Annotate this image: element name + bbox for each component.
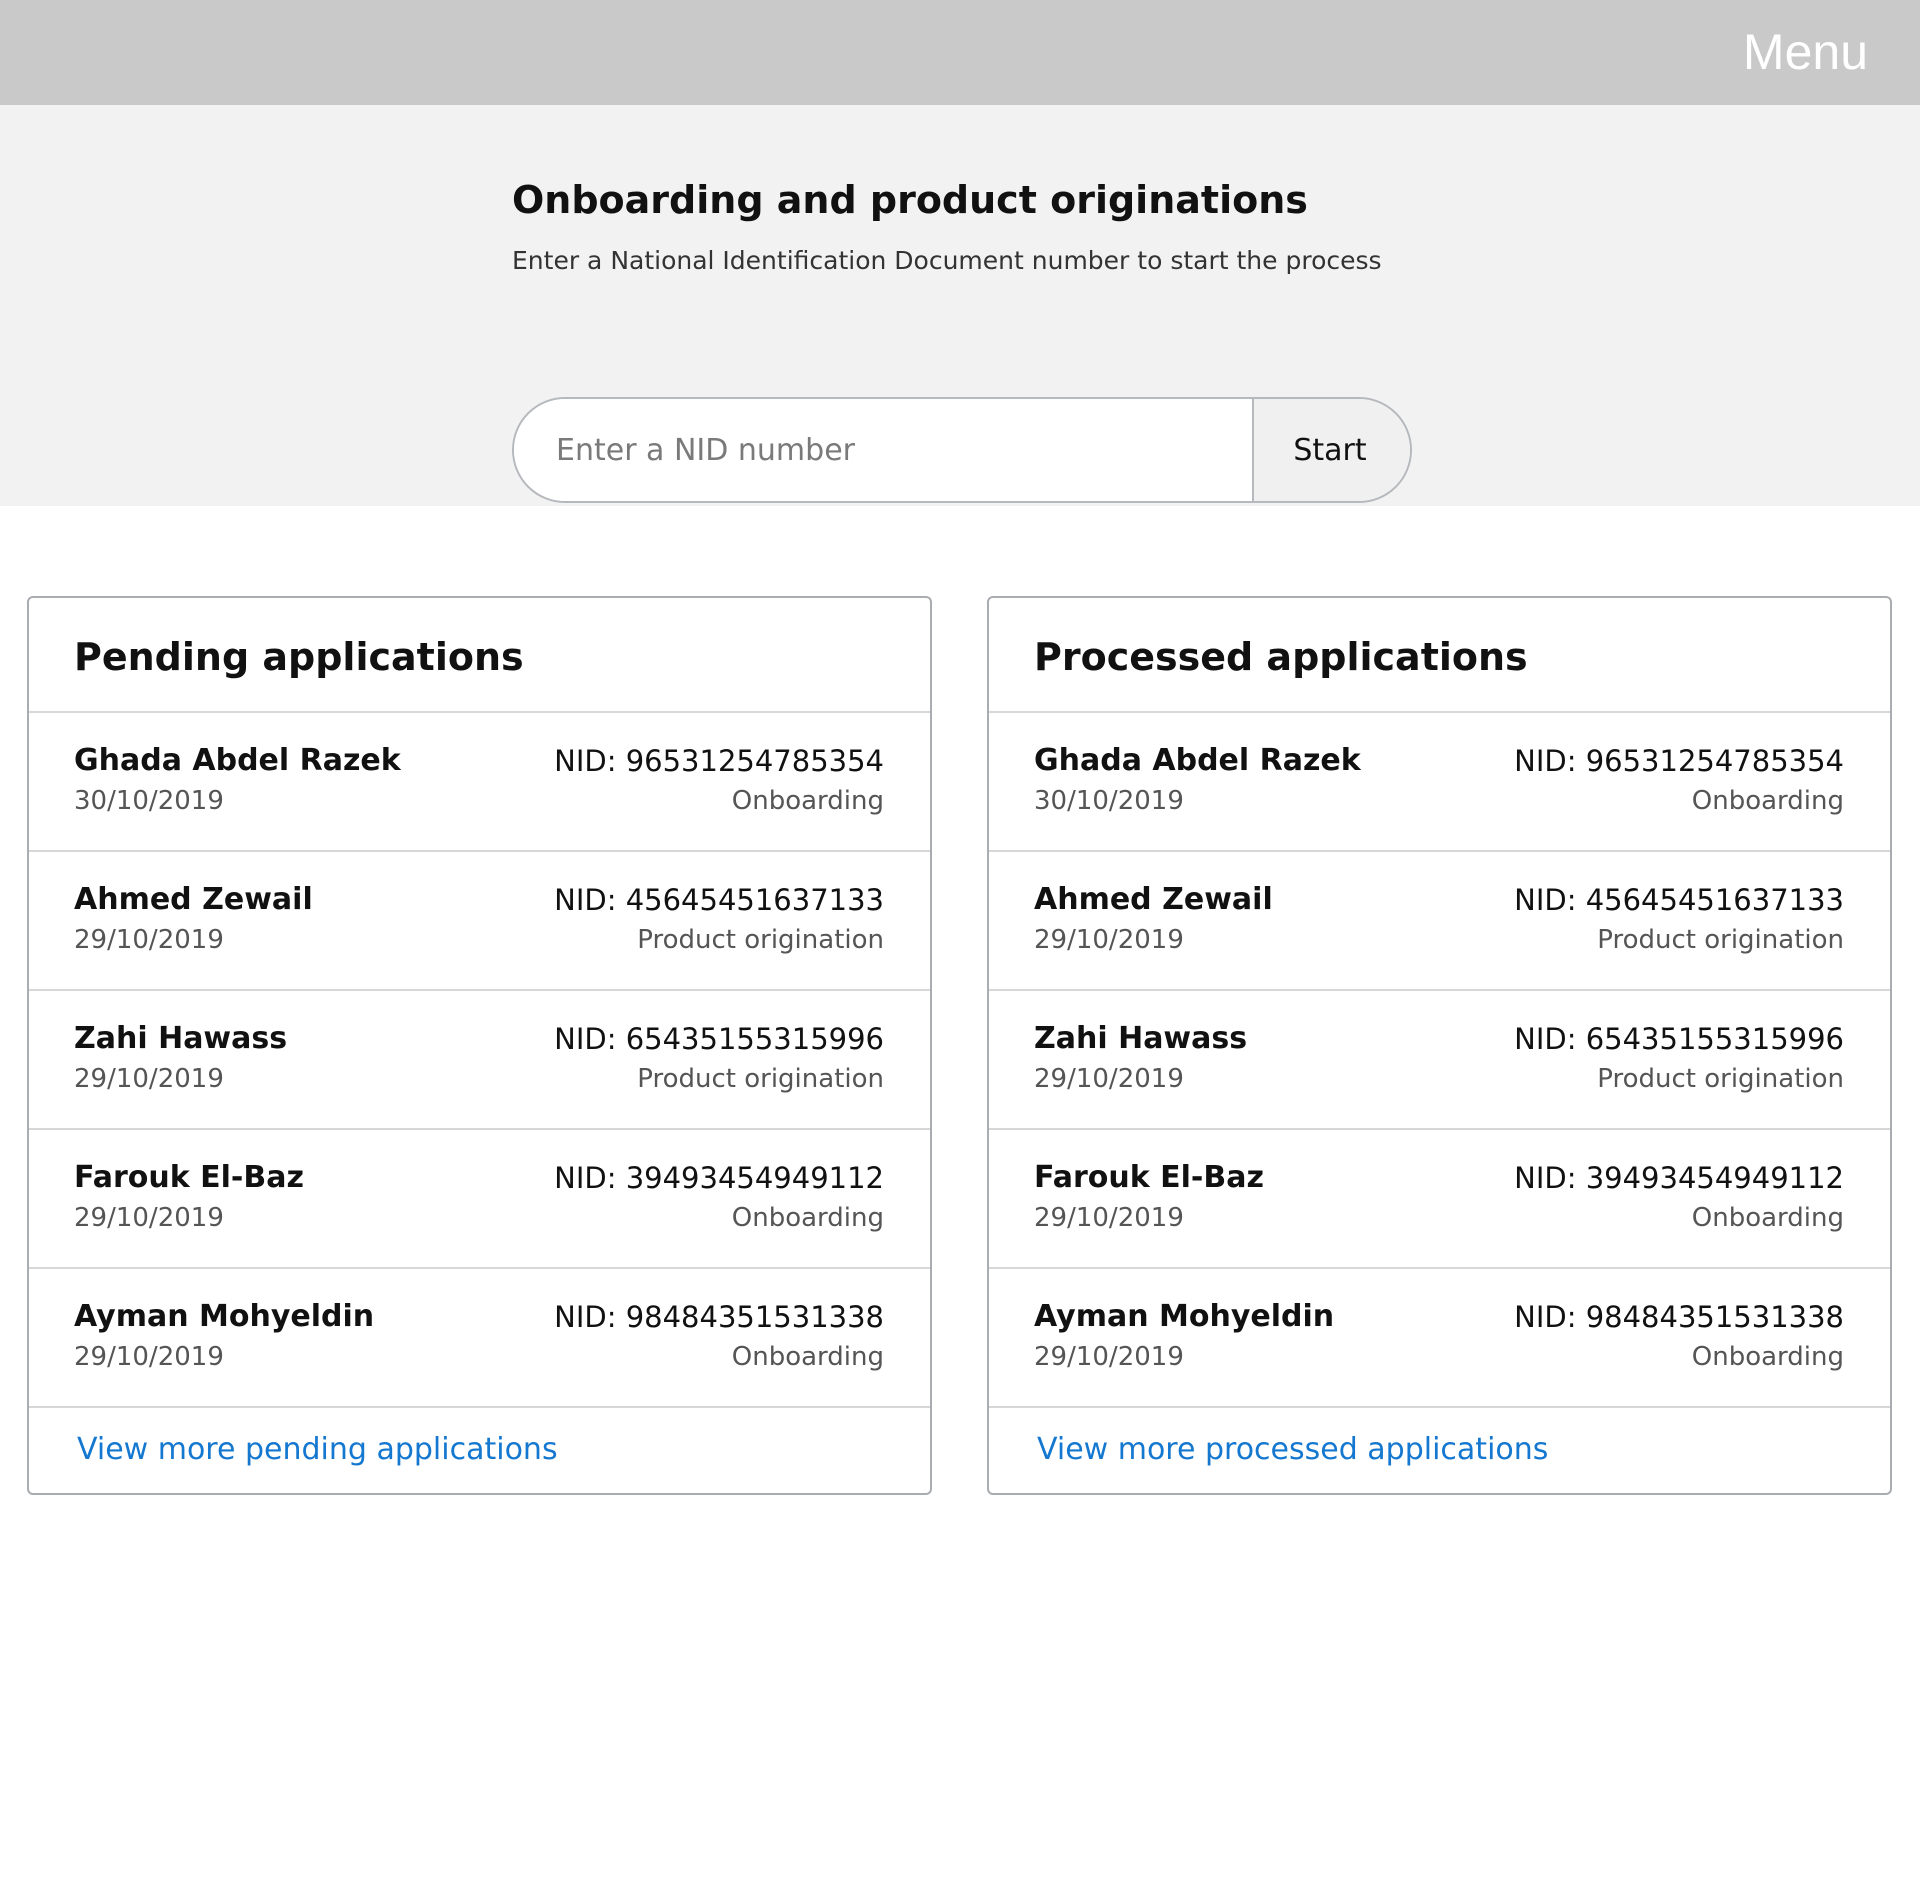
processed-application-row[interactable] <box>989 1269 1890 1408</box>
applicant-nid: NID: 45645451637133 <box>1514 883 1844 917</box>
pending-applications-card <box>27 596 932 1495</box>
applicant-nid: NID: 98484351531338 <box>554 1300 884 1334</box>
page-subtitle: Enter a National Identification Document number to start the process <box>512 246 1382 275</box>
applicant-name: Ayman Mohyeldin <box>1034 1299 1335 1334</box>
pending-application-row[interactable] <box>29 713 930 852</box>
pending-application-row[interactable] <box>29 991 930 1130</box>
application-type: Onboarding <box>731 1203 884 1233</box>
application-date: 29/10/2019 <box>1034 1064 1184 1094</box>
applicant-nid: NID: 45645451637133 <box>554 883 884 917</box>
application-type: Onboarding <box>731 1342 884 1372</box>
card-header <box>989 598 1890 713</box>
application-type: Onboarding <box>1691 1342 1844 1372</box>
menu-button[interactable]: Menu <box>1742 24 1868 80</box>
applicant-name: Zahi Hawass <box>74 1021 288 1056</box>
application-date: 29/10/2019 <box>74 1064 224 1094</box>
pending-application-row[interactable] <box>29 1269 930 1408</box>
application-type: Product origination <box>637 925 884 955</box>
processed-application-row[interactable] <box>989 713 1890 852</box>
application-date: 29/10/2019 <box>1034 1203 1184 1233</box>
view-more-processed-link[interactable]: View more processed applications <box>1037 1432 1549 1467</box>
pending-application-row[interactable] <box>29 1130 930 1269</box>
application-type: Onboarding <box>731 786 884 816</box>
applicant-name: Ahmed Zewail <box>74 882 313 917</box>
applicant-name: Ahmed Zewail <box>1034 882 1273 917</box>
top-bar <box>0 0 1920 105</box>
nid-search-form <box>512 397 1412 503</box>
pending-applications-title: Pending applications <box>74 635 524 679</box>
processed-applications-card <box>987 596 1892 1495</box>
application-date: 30/10/2019 <box>74 786 224 816</box>
nid-input[interactable] <box>514 399 1252 501</box>
applicant-name: Farouk El-Baz <box>74 1160 304 1195</box>
applicant-nid: NID: 65435155315996 <box>554 1022 884 1056</box>
page-title: Onboarding and product originations <box>512 178 1308 222</box>
applicant-name: Ayman Mohyeldin <box>74 1299 375 1334</box>
applicant-name: Ghada Abdel Razek <box>74 743 401 778</box>
application-type: Product origination <box>637 1064 884 1094</box>
view-more-pending-link[interactable]: View more pending applications <box>77 1432 558 1467</box>
application-type: Onboarding <box>1691 1203 1844 1233</box>
application-date: 29/10/2019 <box>74 925 224 955</box>
application-date: 29/10/2019 <box>1034 925 1184 955</box>
card-header <box>29 598 930 713</box>
application-type: Product origination <box>1597 925 1844 955</box>
hero-section <box>0 105 1920 506</box>
start-button[interactable]: Start <box>1252 399 1410 501</box>
application-type: Onboarding <box>1691 786 1844 816</box>
processed-application-row[interactable] <box>989 852 1890 991</box>
applicant-nid: NID: 96531254785354 <box>1514 744 1844 778</box>
applicant-name: Zahi Hawass <box>1034 1021 1248 1056</box>
application-date: 29/10/2019 <box>74 1203 224 1233</box>
applicant-nid: NID: 96531254785354 <box>554 744 884 778</box>
applicant-name: Farouk El-Baz <box>1034 1160 1264 1195</box>
applicant-nid: NID: 39493454949112 <box>554 1161 884 1195</box>
processed-application-row[interactable] <box>989 991 1890 1130</box>
card-footer <box>989 1408 1890 1490</box>
applicant-name: Ghada Abdel Razek <box>1034 743 1361 778</box>
processed-applications-title: Processed applications <box>1034 635 1528 679</box>
application-type: Product origination <box>1597 1064 1844 1094</box>
application-date: 30/10/2019 <box>1034 786 1184 816</box>
hero-content <box>512 177 1412 468</box>
pending-application-row[interactable] <box>29 852 930 991</box>
card-footer <box>29 1408 930 1490</box>
processed-application-row[interactable] <box>989 1130 1890 1269</box>
application-date: 29/10/2019 <box>74 1342 224 1372</box>
applicant-nid: NID: 98484351531338 <box>1514 1300 1844 1334</box>
applicant-nid: NID: 39493454949112 <box>1514 1161 1844 1195</box>
application-date: 29/10/2019 <box>1034 1342 1184 1372</box>
applicant-nid: NID: 65435155315996 <box>1514 1022 1844 1056</box>
